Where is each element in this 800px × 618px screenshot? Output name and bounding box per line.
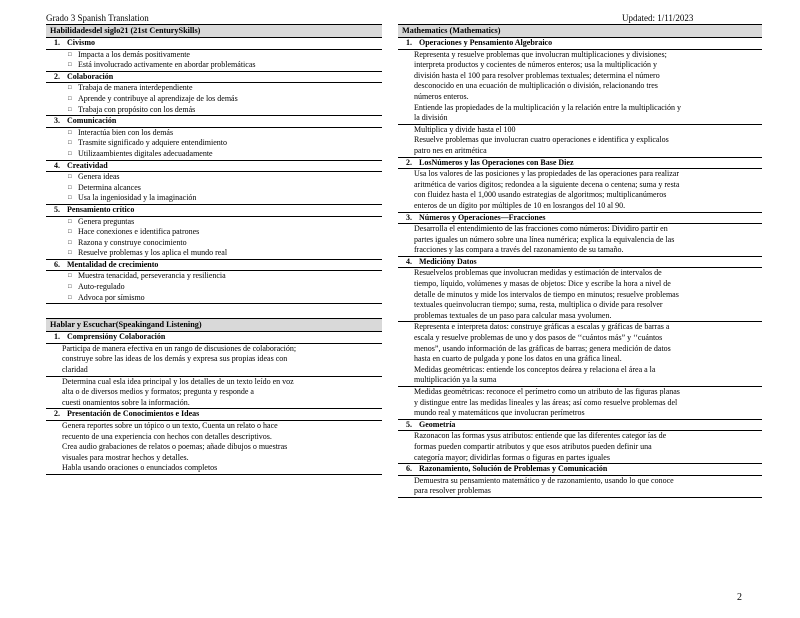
group-title: Medicióny Datos [419,256,477,266]
standard-text-line: categoría mayor; dividirlas formas o figuras en partes iguales [414,452,610,462]
standard-text-line: tiempo, líquido, volúmenes y masas de objetos: Dice y escribe la hora a nivel de [414,279,671,289]
group-title: Creatividad [67,160,108,170]
standard-block [398,387,762,420]
right-column [398,24,762,498]
group-number: 1. [54,38,60,47]
group-heading [46,38,382,50]
group-items [46,172,382,205]
section-title-21st-century-skills: Habilidadesdel siglo21 (21st CenturySkills) [46,24,382,38]
list-item [46,271,382,282]
checkbox-icon: □ [68,239,72,246]
standard-block [398,476,762,498]
item-text: Hace conexiones e identifica patrones [78,227,200,237]
standard-text-line: alta o de diversos medios y formatos; pregunta y responde a [62,387,254,397]
standard-text-line: Determina cual esla idea principal y los detalles de un texto leído en voz [62,376,294,386]
standard-text-line: Multiplica y divide hasta el 100 [414,124,516,134]
group-heading [46,332,382,344]
group-number: 2. [54,409,60,419]
group-heading [398,420,762,432]
group-title: Pensamiento crítico [67,204,135,214]
standard-text-line: problemas textuales de un paso para calcular masa yvolumen. [414,310,612,320]
list-item [46,183,382,194]
standard-text-line: formas pueden compartir atributos y que esos atributos pueden definir una [414,441,652,451]
item-text: Genera preguntas [78,216,135,226]
list-item [46,293,382,304]
list-item [46,172,382,183]
group-heading [398,213,762,225]
section-title-speaking-listening: Hablar y Escuchar(Speakingand Listening) [46,318,382,332]
item-text: Resuelve problemas y los aplica el mundo real [78,248,228,258]
checkbox-icon: □ [68,140,72,147]
item-text: Auto-regulado [78,282,125,292]
left-column [46,24,382,475]
checkbox-icon: □ [68,106,72,113]
checkbox-icon: □ [68,218,72,225]
standard-text-line: con fluidez hasta el 1,000 usando estrategias de algoritmos; multiplicanúmeros [414,190,667,200]
item-text: Usa la ingeniosidad y la imaginación [78,193,197,203]
standard-block [398,50,762,125]
item-text: Genera ideas [78,172,120,182]
list-item [46,217,382,228]
list-item [46,60,382,71]
checkbox-icon: □ [68,284,72,291]
list-item [46,128,382,139]
checkbox-icon: □ [68,51,72,58]
group-number: 2. [54,71,60,81]
group-heading [46,205,382,217]
item-text: Determina alcances [78,182,141,192]
group-heading [46,260,382,272]
standard-text-line: cuesti onamientos sobre la información. [62,397,190,407]
checkbox-icon: □ [68,62,72,69]
standard-text-line: Demuestra su pensamiento matemático y de razonamiento, usando lo que conoce [414,475,674,485]
group-heading [46,116,382,128]
standard-text-line: la división [414,113,448,123]
group-number: 6. [406,464,412,474]
standard-text-line: Resuelvelos problemas que involucran medidas y estimación de intervalos de [414,268,662,278]
group-title: Geometría [419,419,456,429]
list-item [46,138,382,149]
group-items [46,50,382,72]
group-title: Colaboración [67,71,114,81]
checkbox-icon: □ [68,294,72,301]
group-heading [398,38,762,50]
standard-text-line: y distingue entre las medidas lineales y las áreas; así como resuelve problemas del [414,397,678,407]
list-item [46,282,382,293]
standard-text-line: Resuelve problemas que involucran cuatro operaciones e identifica y explicalos [414,135,669,145]
group-title: Razonamiento, Solución de Problemas y Comunicación [419,464,608,474]
group-number: 5. [406,419,412,429]
item-text: Advoca por símismo [78,292,145,302]
checkbox-icon: □ [68,150,72,157]
checkbox-icon: □ [68,174,72,181]
item-text: Utilizaambientes digitales adecuadamente [78,148,213,158]
standard-text-line: visuales para mostrar hechos y detalles. [62,452,189,462]
item-text: Muestra tenacidad, perseverancia y resiliencia [78,271,226,281]
list-item [46,238,382,249]
group-items [46,271,382,304]
list-item [46,193,382,204]
item-text: Trasmite significado y adquiere entendimiento [78,138,228,148]
standard-text-line: Desarrolla el entendimiento de las fracciones como números: Dividiro partir en [414,224,668,234]
standard-text-line: aritmética de varios dígitos; redondea a la siguiente decena o centena; suma y resta [414,179,680,189]
standard-text-line: Crea audio grabaciones de relatos o poemas; añade dibujos o muestras [62,442,288,452]
standard-text-line: patro nes en aritmética [414,145,487,155]
standard-text-line: Participa de manera efectiva en un rango de discusiones de colaboración; [62,343,297,353]
checkbox-icon: □ [68,184,72,191]
list-item [46,105,382,116]
group-title: Mentalidad de crecimiento [67,259,159,269]
standard-text-line: Genera reportes sobre un tópico o un texto, Cuenta un relato o hace [62,421,278,430]
skills-list [46,38,382,304]
standard-text-line: hasta en cuarto de pulgada y pone los datos en una gráfica lineal. [414,354,622,364]
group-heading [46,72,382,84]
group-heading [398,257,762,269]
checkbox-icon: □ [68,229,72,236]
standard-block [46,377,382,410]
item-text: Trabaja de manera interdependiente [78,83,193,93]
checkbox-icon: □ [68,250,72,257]
standard-text-line: Representa y resuelve problemas que involucran multiplicaciones y divisiones; [414,49,667,59]
group-items [46,83,382,116]
group-title: Civismo [67,38,95,47]
standard-text-line: escala y resuelve problemas de uno y dos pasos de ‘‘cuántos más” y ‘‘cuántos [414,333,663,343]
standard-block [46,421,382,475]
standard-block [46,344,382,377]
checkbox-icon: □ [68,95,72,102]
group-title: Comunicación [67,116,117,126]
standard-block [398,431,762,464]
standard-block [398,125,762,158]
standard-text-line: interpreta productos y cocientes de números enteros; usa la multiplicación y [414,60,658,70]
group-title: Números y Operaciones—Fracciones [419,212,546,222]
item-text: Razona y construye conocimiento [78,237,187,247]
standard-text-line: mundo real y matemáticos que involucran perímetros [414,408,585,418]
standard-text-line: números enteros. [414,91,469,101]
standard-block [398,322,762,387]
standard-text-line: multiplicación ya la suma [414,375,497,385]
group-title: Comprensióny Colaboración [67,332,166,342]
group-number: 6. [54,259,60,269]
standard-text-line: menos”, usando información de las gráficas de barras; genera medición de datos [414,343,671,353]
standard-text-line: construye sobre las ideas de los demás y expresa sus propias ideas con [62,354,288,364]
group-title: Presentación de Conocimientos e Ideas [67,409,200,419]
group-number: 2. [406,157,412,167]
standard-text-line: detalle de minutos y mide los intervalos de tiempo en minutos; resuelve problemas [414,289,679,299]
group-number: 1. [54,332,60,342]
group-number: 4. [406,256,412,266]
standard-text-line: fracciones y las compara a través del razonamiento de su tamaño. [414,245,624,255]
speaking-list [46,332,382,475]
group-heading [46,409,382,421]
standard-text-line: Representa e interpreta datos: construye gráficas a escalas y gráficas de barras a [414,322,670,332]
standard-text-line: Medidas geométricas: entiende los conceptos deárea y relaciona el área a la [414,364,656,374]
standard-block [398,268,762,322]
math-list [398,38,762,498]
group-heading [46,161,382,173]
item-text: Impacta a los demás positivamente [78,49,190,59]
item-text: Aprende y contribuye al aprendizaje de los demás [78,93,238,103]
group-items [46,128,382,161]
standard-text-line: para resolver problemas [414,486,491,496]
group-heading [398,158,762,170]
checkbox-icon: □ [68,85,72,92]
group-items [46,217,382,260]
item-text: Está involucrado activamente en abordar problemáticas [78,60,256,70]
group-number: 5. [54,204,60,214]
group-number: 3. [54,116,60,126]
header-left: Grado 3 Spanish Translation [46,13,149,23]
checkbox-icon: □ [68,273,72,280]
checkbox-icon: □ [68,195,72,202]
standard-text-line: división hasta el 100 para resolver problemas textuales; determina el número [414,70,660,80]
standard-text-line: Razonacon las formas ysus atributos: entiende que las diferentes categor ías de [414,431,667,441]
standard-text-line: enteros de un dígito por múltiples de 10 en losrangos del 10 al 90. [414,200,626,210]
list-item [46,83,382,94]
group-heading [398,464,762,476]
standard-text-line: desconocido en una ecuación de multiplicación o división, relacionando tres [414,81,658,91]
list-item [46,94,382,105]
standard-text-line: claridad [62,365,88,375]
group-title: Operaciones y Pensamiento Algebraico [419,38,553,47]
standard-block [398,224,762,257]
standard-text-line: Usa los valores de las posiciones y las propiedades de las operaciones para realizar [414,169,680,179]
page-number: 2 [737,592,742,603]
group-title: LosNúmeros y las Operaciones con Base Diez [419,157,574,167]
standard-text-line: Medidas geométricas: reconoce el perímetro como un atributo de las figuras planas [414,387,680,396]
item-text: Interactúa bien con los demás [78,127,174,137]
standard-text-line: partes iguales un número sobre una línea numérica; explica la equivalencia de las [414,234,675,244]
list-item [46,248,382,259]
standard-block [398,169,762,212]
standard-text-line: textuales queinvolucran tiempo; suma, resta, multiplica o divide para resolver [414,300,663,310]
list-item [46,50,382,61]
standard-text-line: Habla usando oraciones o enunciados completos [62,463,218,473]
checkbox-icon: □ [68,129,72,136]
standard-text-line: Entiende las propiedades de la multiplicación y la relación entre la multiplicación y [414,102,682,112]
group-number: 4. [54,160,60,170]
list-item [46,227,382,238]
section-title-mathematics: Mathematics (Mathematics) [398,24,762,38]
group-number: 3. [406,212,412,222]
standard-text-line: recuento de una experiencia con hechos con detalles descriptivos. [62,431,272,441]
header-updated: Updated: 1/11/2023 [622,13,694,23]
list-item [46,149,382,160]
item-text: Trabaja con propósito con los demás [78,104,196,114]
group-number: 1. [406,38,412,47]
